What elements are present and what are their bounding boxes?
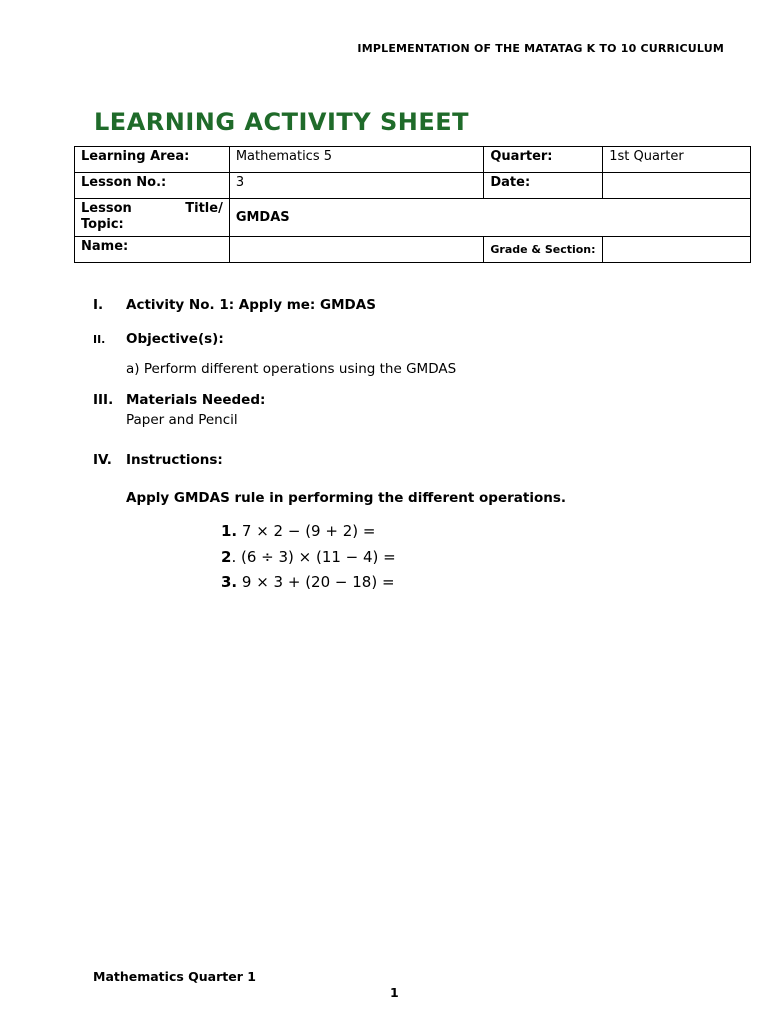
page-title: LEARNING ACTIVITY SHEET <box>94 108 470 136</box>
equation-item <box>221 573 395 591</box>
table-row <box>75 173 751 199</box>
instruction-text: Apply GMDAS rule in performing the different operations. <box>126 490 567 506</box>
lesson-title-value[interactable]: GMDAS <box>229 199 750 237</box>
equation-expression: 9 × 3 + (20 − 18) = <box>237 573 395 591</box>
section-label: Activity No. 1: Apply me: GMDAS <box>126 297 376 313</box>
equation-expression: . (6 ÷ 3) × (11 − 4) = <box>231 548 396 566</box>
lesson-title-label-c: Topic: <box>81 217 124 232</box>
grade-section-label: Grade & Section: <box>484 237 603 263</box>
objective-item: a) Perform different operations using the GMDAS <box>126 361 457 377</box>
curriculum-header: IMPLEMENTATION OF THE MATATAG K TO 10 CURRICULUM <box>357 42 724 55</box>
equation-number: 1. <box>221 522 238 540</box>
section-number: I. <box>93 297 104 313</box>
footer-subject: Mathematics Quarter 1 <box>93 969 256 984</box>
lesson-title-label-b: Title/ <box>185 201 223 216</box>
date-label: Date: <box>484 173 603 199</box>
section-label: Materials Needed: <box>126 392 266 408</box>
table-row <box>75 199 751 237</box>
section-number: II. <box>93 333 106 346</box>
name-label: Name: <box>75 237 230 263</box>
section-materials <box>93 392 265 408</box>
section-label: Objective(s): <box>126 331 224 347</box>
table-row <box>75 147 751 173</box>
grade-section-field[interactable] <box>603 237 751 263</box>
section-number: III. <box>93 392 114 408</box>
equation-item <box>221 548 396 566</box>
equation-item <box>221 522 375 540</box>
section-instructions <box>93 452 223 468</box>
equation-number: 3. <box>221 573 238 591</box>
page-number: 1 <box>390 985 399 1000</box>
section-label: Instructions: <box>126 452 223 468</box>
learning-area-value[interactable]: Mathematics 5 <box>229 147 484 173</box>
date-field[interactable] <box>603 173 751 199</box>
equation-expression: 7 × 2 − (9 + 2) = <box>237 522 376 540</box>
section-objectives <box>93 331 224 347</box>
lesson-title-label <box>75 199 230 237</box>
lesson-no-label: Lesson No.: <box>75 173 230 199</box>
info-table <box>74 146 751 263</box>
quarter-label: Quarter: <box>484 147 603 173</box>
learning-area-label: Learning Area: <box>75 147 230 173</box>
materials-text: Paper and Pencil <box>126 412 238 428</box>
table-row <box>75 237 751 263</box>
section-number: IV. <box>93 452 112 468</box>
section-activity <box>93 297 376 313</box>
lesson-title-label-a: Lesson <box>81 201 132 216</box>
equation-number: 2 <box>221 548 232 566</box>
name-field[interactable] <box>229 237 484 263</box>
lesson-no-value[interactable]: 3 <box>229 173 484 199</box>
quarter-value[interactable]: 1st Quarter <box>603 147 751 173</box>
